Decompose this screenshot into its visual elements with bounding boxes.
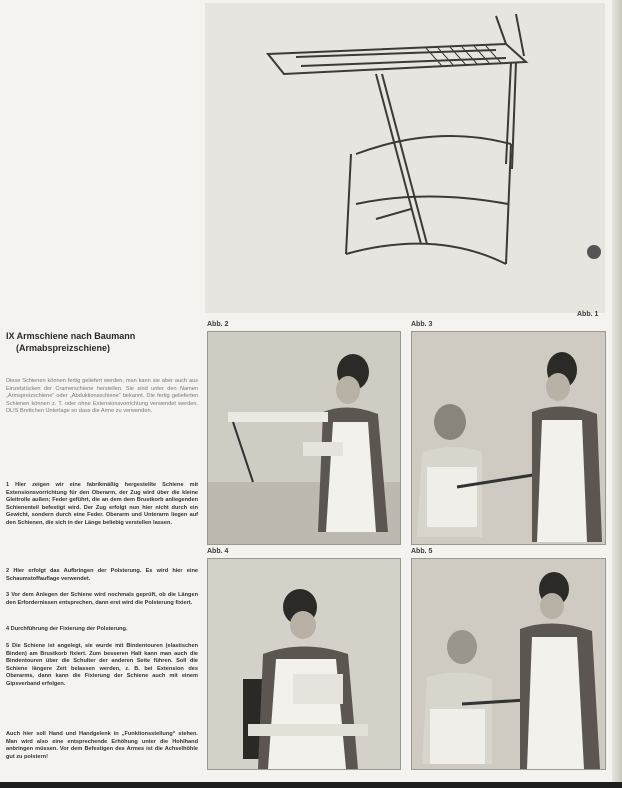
photo-abb1-splint	[205, 3, 605, 313]
step-3-paragraph: 3 Vor dem Anlegen der Schiene wird nochmals geprüft, ob die Längen den Erfordernissen entsprechen, dann erst wird die Polsterung fixiert.	[6, 592, 198, 606]
page-bottom-edge	[0, 782, 622, 788]
figure-label-abb1: Abb. 1	[577, 311, 599, 318]
nurse-padding-splint-image	[208, 332, 400, 544]
figure-label-abb2: Abb. 2	[207, 321, 229, 328]
photo-abb5	[411, 558, 606, 770]
section-title: IX Armschiene nach Baumann	[6, 331, 136, 341]
figure-label-abb4: Abb. 4	[207, 548, 229, 555]
nurse-fixing-padding-image	[208, 559, 400, 769]
section-subtitle: (Armabspreizschiene)	[16, 343, 111, 353]
splint-illustration	[206, 4, 604, 312]
page-edge	[612, 0, 622, 782]
step-4-paragraph: 4 Durchführung der Fixierung der Polsterung.	[6, 626, 128, 632]
splint-applied-patient-image	[412, 559, 605, 769]
photo-abb4	[207, 558, 401, 770]
figure-label-abb5: Abb. 5	[411, 548, 433, 555]
intro-paragraph: Diese Schienen können fertig geliefert werden, man kann sie aber auch aus Einzelstücken der Cramerschiene herstellen. Sie sind unter den Namen „Armspreizschiene“ oder „Abduktionsschiene“ bekannt. Die fertig gelieferten Schienen können z. T. oder ohne Extensionsvorrichtung verwendet werden. DLIS Brettchen Unterlage so dass die Arme zu verwenden.	[6, 378, 198, 415]
rivet-icon	[587, 245, 601, 259]
step-1-paragraph: 1 Hier zeigen wir eine fabrikmäßig hergestellte Schiene mit Extensionsvorrichtung für den Oberarm, der Zug wird über die kleine Gleitrolle außen; Feder geführt, die an dem dem Brustkorb anliegenden Schienenteil befestigt wird. Der Zug erfolgt nun hier nicht durch ein Gewicht, sondern durch eine Feder. Oberarm und Unterarm liegen auf den Schienen, die sich in der Länge beliebig verstellen lassen.	[6, 482, 198, 526]
section-heading	[6, 330, 196, 354]
nurse-fitting-splint-on-patient-image	[412, 332, 605, 544]
step-5-paragraph: 5 Die Schiene ist angelegt, sie wurde mit Bindentouren (elastischen Binden) am Brustkorb fixiert. Zum besseren Halt kann man auch die Bindentouren über die Schulter der anderen Seite führen. Soll die Schiene längere Zeit belassen werden, z. B. bei Extension des Oberarms, dann kann die Fixierung der Schiene auch mit einem Gipsverband erfolgen.	[6, 643, 198, 687]
figure-label-abb3: Abb. 3	[411, 321, 433, 328]
photo-abb3	[411, 331, 606, 545]
closing-paragraph: Auch hier soll Hand und Handgelenk in „Funktionsstellung“ stehen. Man wird also eine entsprechende Erhöhung unter die Hohlhand anbringen müssen. Vor dem Befestigen des Armes ist die Achselhöhle gut zu polstern!	[6, 731, 198, 760]
photo-abb2	[207, 331, 401, 545]
step-2-paragraph: 2 Hier erfolgt das Aufbringen der Polsterung. Es wird hier eine Schaumstoffauflage verwendet.	[6, 568, 198, 582]
